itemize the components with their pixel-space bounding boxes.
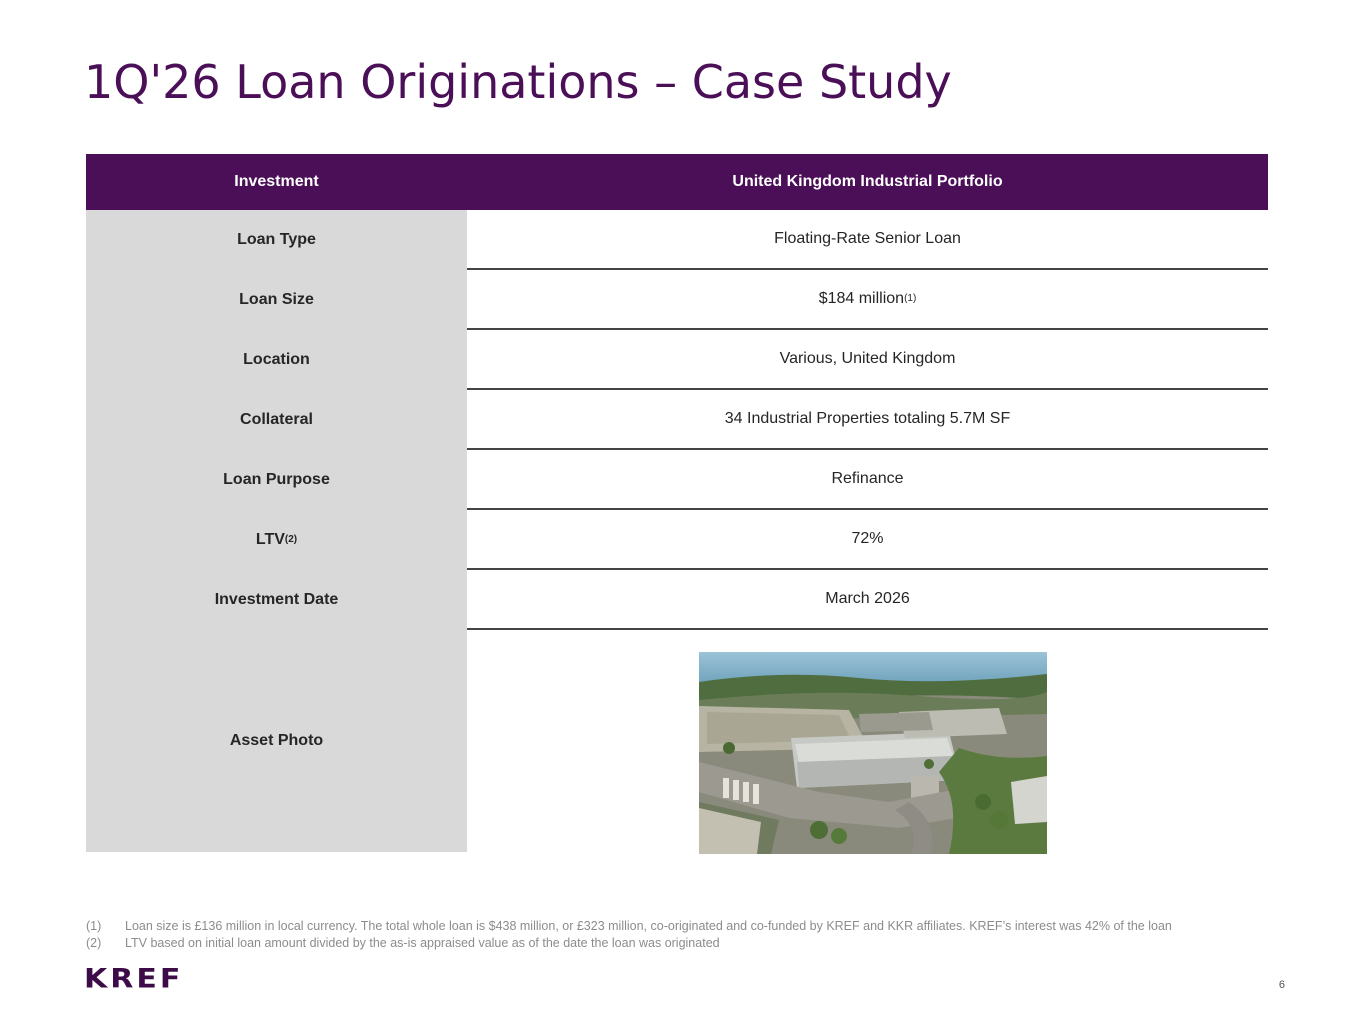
footnote-text: LTV based on initial loan amount divided by the as-is appraised value as of the date the loan was originated	[125, 936, 720, 950]
row-value-loan-purpose: Refinance	[467, 450, 1268, 510]
table-row	[86, 570, 1268, 630]
table-row	[86, 510, 1268, 570]
row-label-loan-type: Loan Type	[86, 210, 467, 270]
table-row	[86, 330, 1268, 390]
row-label-collateral: Collateral	[86, 390, 467, 450]
page-number: 6	[1278, 979, 1285, 991]
row-label-loan-purpose: Loan Purpose	[86, 450, 467, 510]
table-header	[86, 154, 1268, 210]
row-label-asset-photo: Asset Photo	[86, 630, 467, 852]
row-label-investment-date: Investment Date	[86, 570, 467, 630]
footnote-number: (1)	[86, 919, 102, 933]
row-value-location: Various, United Kingdom	[467, 330, 1268, 390]
footnote-text: Loan size is £136 million in local currency. The total whole loan is $438 million, or £323 million, co-originated and co-funded by KREF and KKR affiliates. KREF’s interest was 42% of the loan	[125, 919, 1172, 933]
asset-photo-cell	[467, 630, 1268, 852]
footnote-2	[86, 935, 1276, 952]
table-row-asset-photo	[86, 630, 1268, 852]
footnote-number: (2)	[86, 936, 102, 950]
row-label-ltv: LTV (2)	[86, 510, 467, 570]
table-row	[86, 390, 1268, 450]
row-value-collateral: 34 Industrial Properties totaling 5.7M SF	[467, 390, 1268, 450]
row-value-loan-size: $184 million (1)	[467, 270, 1268, 330]
footnotes	[86, 918, 1276, 952]
table-row	[86, 210, 1268, 270]
header-investment-value: United Kingdom Industrial Portfolio	[732, 173, 1003, 190]
case-study-table	[86, 154, 1268, 852]
row-value-ltv: 72%	[467, 510, 1268, 570]
header-investment-label: Investment	[234, 173, 319, 190]
footnote-1	[86, 918, 1276, 935]
row-value-investment-date: March 2026	[467, 570, 1268, 630]
row-value-loan-type: Floating-Rate Senior Loan	[467, 210, 1268, 270]
row-label-location: Location	[86, 330, 467, 390]
kref-logo: KREF	[84, 963, 184, 995]
table-row	[86, 450, 1268, 510]
row-label-loan-size: Loan Size	[86, 270, 467, 330]
asset-photo	[699, 652, 1047, 854]
table-row	[86, 270, 1268, 330]
page-title: 1Q'26 Loan Originations – Case Study	[84, 55, 952, 109]
